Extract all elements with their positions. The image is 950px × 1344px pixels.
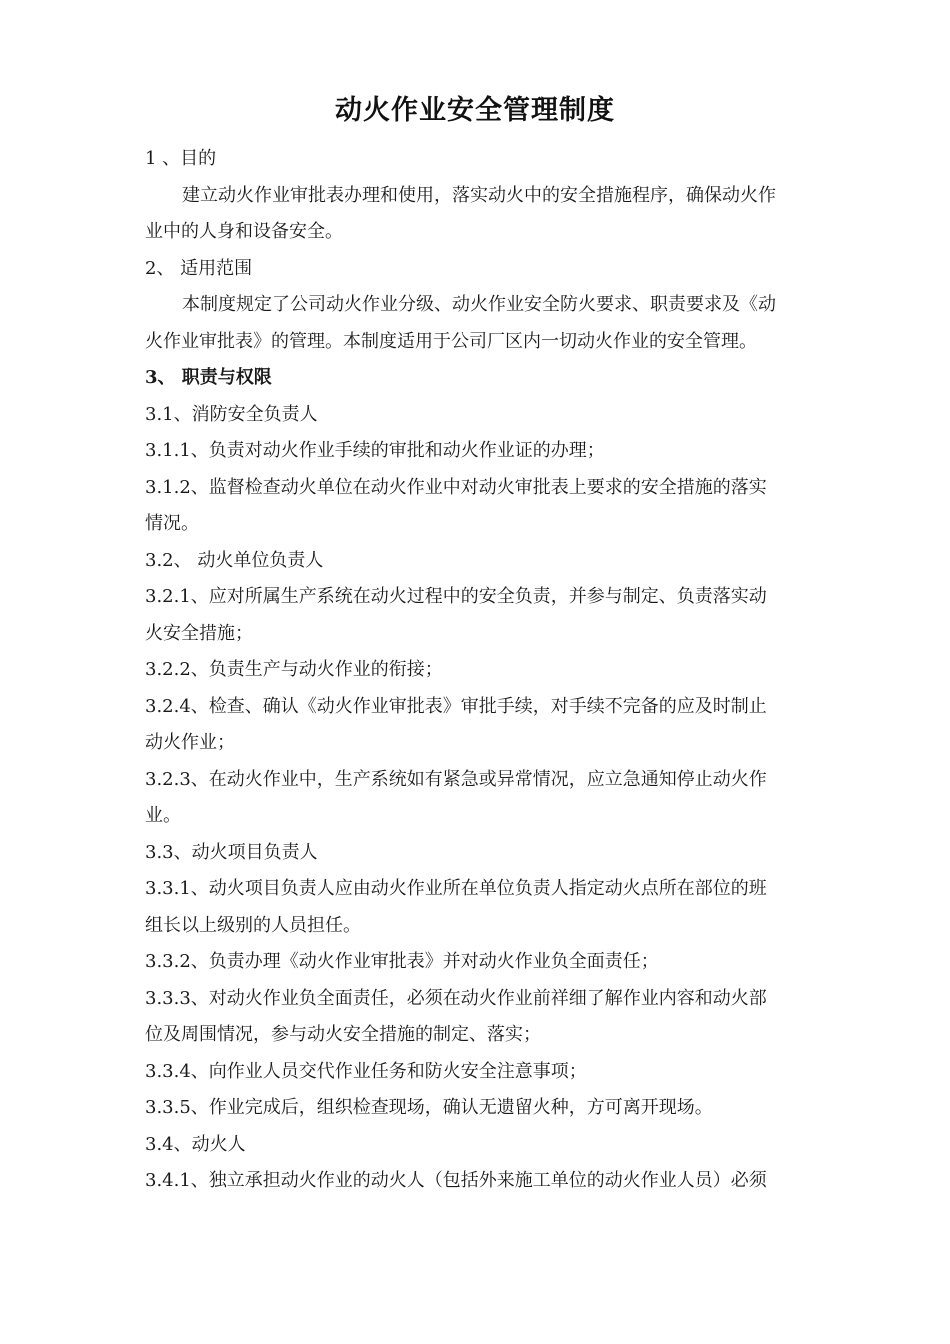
subsection-heading: 3.2、 动火单位负责人 bbox=[145, 549, 324, 571]
clause-line: 位及周围情况，参与动火安全措施的制定、落实； bbox=[145, 1024, 541, 1045]
clause-line: 组长以上级别的人员担任。 bbox=[145, 914, 361, 936]
paragraph-line: 建立动火作业审批表办理和使用，落实动火中的安全措施程序，确保动火作 bbox=[182, 184, 776, 206]
subsection-heading: 3.3、动火项目负责人 bbox=[145, 841, 318, 863]
clause-line: 情况。 bbox=[145, 513, 199, 534]
clause-line: 3.3.3、对动火作业负全面责任，必须在动火作业前祥细了解作业内容和动火部 bbox=[145, 987, 767, 1009]
clause-line: 火安全措施； bbox=[145, 622, 253, 644]
clause-line: 3.3.1、动火项目负责人应由动火作业所在单位负责人指定动火点所在部位的班 bbox=[145, 878, 767, 899]
section-heading-responsibilities: 3、 职责与权限 bbox=[145, 367, 272, 388]
clause-line: 3.2.3、在动火作业中，生产系统如有紧急或异常情况，应立急通知停止动火作 bbox=[145, 768, 767, 790]
document-body bbox=[145, 141, 810, 1200]
clause-line: 3.2.1、应对所属生产系统在动火过程中的安全负责，并参与制定、负责落实动 bbox=[145, 586, 767, 607]
clause-line: 3.2.4、检查、确认《动火作业审批表》审批手续，对手续不完备的应及时制止 bbox=[145, 695, 767, 717]
clause-line: 3.3.5、作业完成后，组织检查现场，确认无遗留火种，方可离开现场。 bbox=[145, 1097, 713, 1118]
clause-line: 3.3.4、向作业人员交代作业任务和防火安全注意事项； bbox=[145, 1060, 587, 1082]
clause-line: 业。 bbox=[145, 805, 181, 826]
paragraph-line: 火作业审批表》的管理。本制度适用于公司厂区内一切动火作业的安全管理。 bbox=[145, 330, 757, 352]
section-heading-scope: 2、 适用范围 bbox=[145, 257, 253, 279]
clause-line: 3.1.2、监督检查动火单位在动火作业中对动火审批表上要求的安全措施的落实 bbox=[145, 476, 767, 498]
subsection-heading: 3.4、动火人 bbox=[145, 1133, 246, 1155]
clause-line: 3.2.2、负责生产与动火作业的衔接； bbox=[145, 659, 443, 680]
paragraph-line: 本制度规定了公司动火作业分级、动火作业安全防火要求、职责要求及《动 bbox=[182, 294, 776, 315]
clause-line: 3.4.1、独立承担动火作业的动火人（包括外来施工单位的动火作业人员）必须 bbox=[145, 1170, 767, 1191]
document-title: 动火作业安全管理制度 bbox=[335, 95, 615, 126]
clause-line: 3.3.2、负责办理《动火作业审批表》并对动火作业负全面责任； bbox=[145, 951, 659, 972]
section-heading-purpose: 1 、目的 bbox=[145, 148, 217, 169]
clause-line: 3.1.1、负责对动火作业手续的审批和动火作业证的办理； bbox=[145, 440, 605, 461]
clause-line: 动火作业； bbox=[145, 732, 235, 753]
subsection-heading: 3.1、消防安全负责人 bbox=[145, 403, 318, 425]
paragraph-line: 业中的人身和设备安全。 bbox=[145, 221, 343, 242]
